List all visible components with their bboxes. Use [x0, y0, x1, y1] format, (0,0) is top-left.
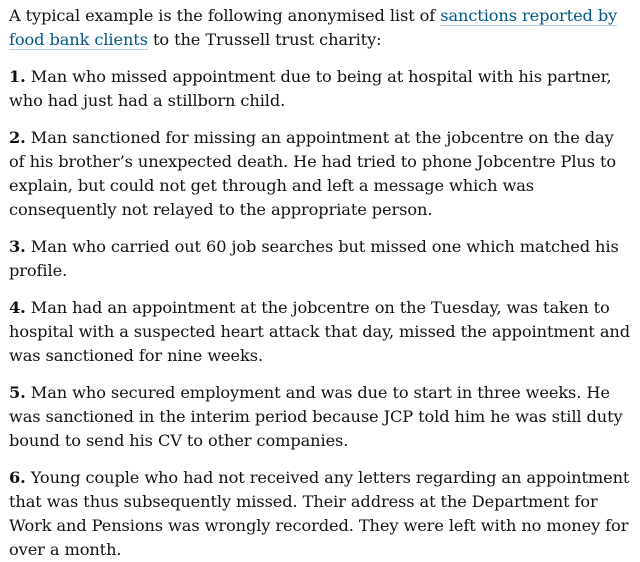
intro-text-before: A typical example is the following anonymised list of: [9, 6, 441, 25]
item-text: Man who carried out 60 job searches but missed one which matched his profile.: [9, 237, 619, 280]
list-item: [9, 466, 634, 562]
item-number: 1.: [9, 67, 26, 86]
item-number: 4.: [9, 298, 26, 317]
item-text: Man who missed appointment due to being at hospital with his partner, who had just had a stillborn child.: [9, 67, 612, 110]
list-item: [9, 126, 634, 222]
list-item: [9, 296, 634, 368]
list-item: [9, 65, 634, 113]
intro-text-after: to the Trussell trust charity:: [147, 30, 382, 49]
intro-paragraph: [9, 4, 634, 52]
item-text: Young couple who had not received any letters regarding an appointment that was thus subsequently missed. Their address at the Department for Work and Pensions was wrongly recorded. They were left with no money for over a month.: [9, 468, 630, 559]
item-text: Man had an appointment at the jobcentre on the Tuesday, was taken to hospital with a suspected heart attack that day, missed the appointment and was sanctioned for nine weeks.: [9, 298, 631, 365]
list-item: [9, 235, 634, 283]
item-number: 6.: [9, 468, 26, 487]
item-text: Man sanctioned for missing an appointment at the jobcentre on the day of his brother’s unexpected death. He had tried to phone Jobcentre Plus to explain, but could not get through and left a message which was consequently not relayed to the appropriate person.: [9, 128, 617, 219]
item-text: Man who secured employment and was due to start in three weeks. He was sanctioned in the interim period because JCP told him he was still duty bound to send his CV to other companies.: [9, 383, 623, 450]
sanctions-report-link[interactable]: sanctions reported by food bank clients: [9, 6, 618, 49]
item-number: 3.: [9, 237, 26, 256]
item-number: 5.: [9, 383, 26, 402]
list-item: [9, 381, 634, 453]
item-number: 2.: [9, 128, 26, 147]
